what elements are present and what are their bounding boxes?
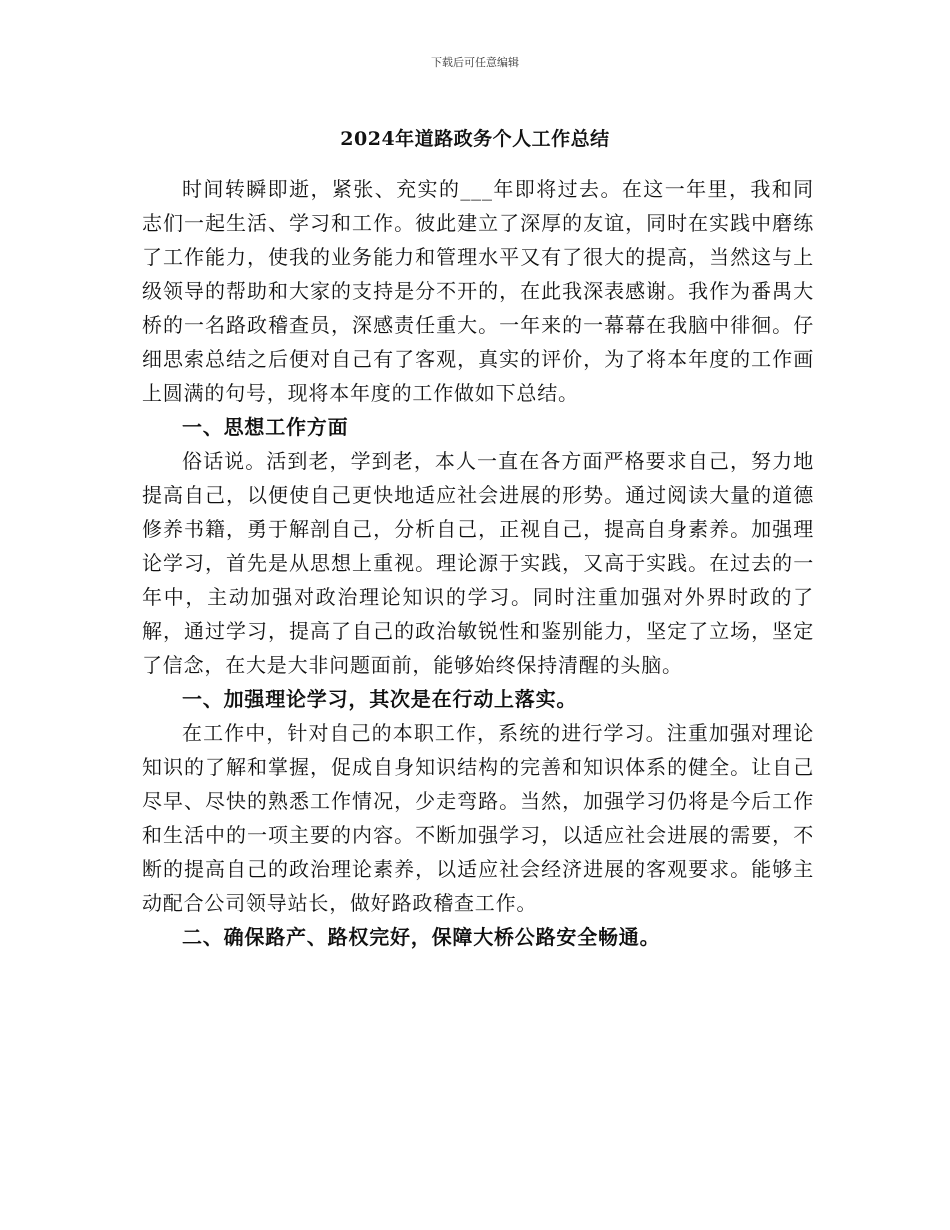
paragraph-theory-study: 在工作中，针对自己的本职工作，系统的进行学习。注重加强对理论知识的了解和掌握，促成自身知识结构的完善和知识体系的健全。让自己尽早、尽快的熟悉工作情况，少走弯路。当然，加强学习仍将是今后工作和生活中的一项主要的内容。不断加强学习，以适应社会进展的需要，不断的提高自己的政治理论素养，以适应社会经济进展的客观要求。能够主动配合公司领导站长，做好路政稽查工作。 <box>142 721 814 915</box>
paragraph-intro: 时间转瞬即逝，紧张、充实的___年即将过去。在这一年里，我和同志们一起生活、学习和工作。彼此建立了深厚的友谊，同时在实践中磨练了工作能力，使我的业务能力和管理水平又有了很大的提高，当然这与上级领导的帮助和大家的支持是分不开的，在此我深表感谢。我作为番禺大桥的一名路政稽查员，深感责任重大。一年来的一幕幕在我脑中徘徊。仔细思索总结之后便对自己有了客观，真实的评价，为了将本年度的工作画上圆满的句号，现将本年度的工作做如下总结。 <box>142 177 814 405</box>
document-title: 2024年道路政务个人工作总结 <box>340 128 610 150</box>
section-heading-ideology: 一、思想工作方面 <box>182 415 349 439</box>
section-heading-road-safety: 二、确保路产、路权完好，保障大桥公路安全畅通。 <box>182 925 661 949</box>
section-heading-theory-study: 一、加强理论学习，其次是在行动上落实。 <box>182 687 578 711</box>
header-note: 下载后可任意编辑 <box>431 56 519 69</box>
paragraph-ideology: 俗话说。活到老，学到老，本人一直在各方面严格要求自己，努力地提高自己，以便使自己更快地适应社会进展的形势。通过阅读大量的道德修养书籍，勇于解剖自己，分析自己，正视自己，提高自身素养。加强理论学习，首先是从思想上重视。理论源于实践，又高于实践。在过去的一年中，主动加强对政治理论知识的学习。同时注重加强对外界时政的了解，通过学习，提高了自己的政治敏锐性和鉴别能力，坚定了立场，坚定了信念，在大是大非问题面前，能够始终保持清醒的头脑。 <box>142 449 814 677</box>
document-body <box>142 172 814 954</box>
